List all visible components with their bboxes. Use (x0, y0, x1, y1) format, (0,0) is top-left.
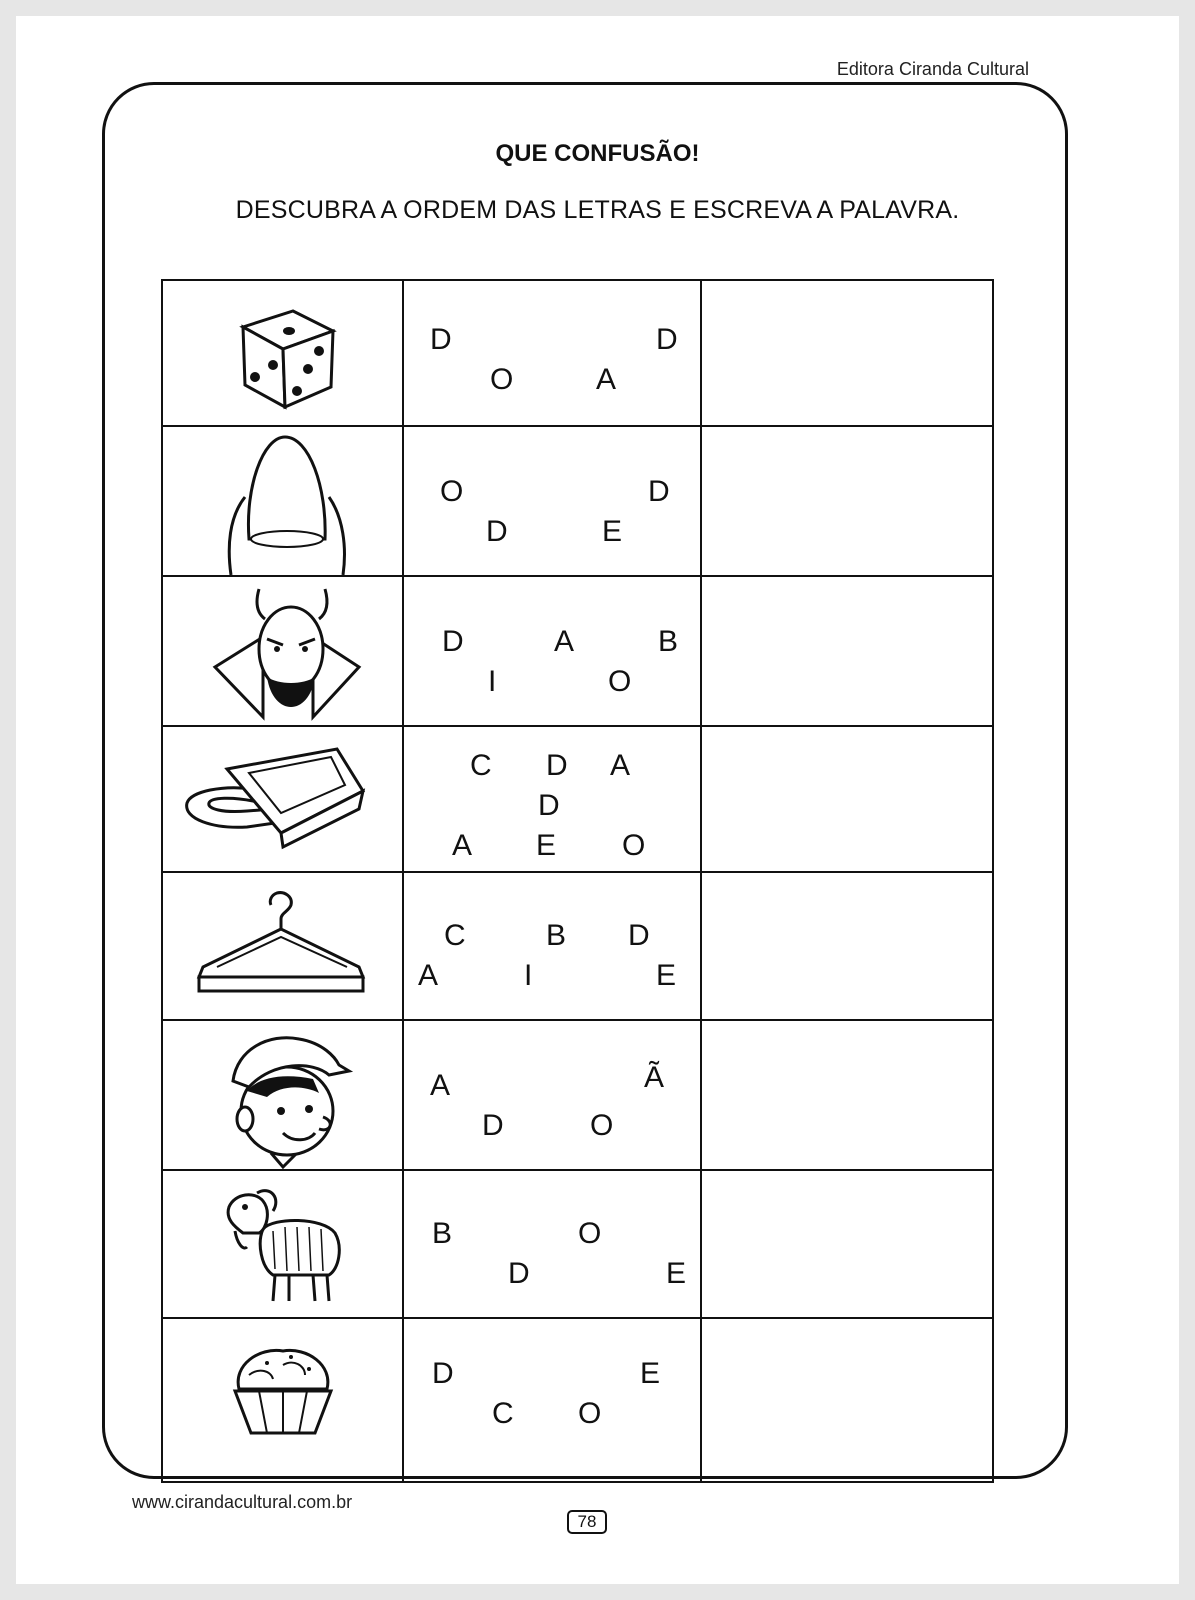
letter: O (490, 363, 514, 396)
letter: E (656, 959, 677, 992)
letter: E (536, 829, 557, 862)
answer-cell[interactable] (702, 1171, 992, 1317)
scrambled-letters-cell (404, 1171, 702, 1317)
letter: O (440, 475, 464, 508)
scrambled-letters-cell (404, 281, 702, 425)
letter: E (666, 1257, 687, 1290)
letter: D (508, 1257, 530, 1290)
letter: O (590, 1109, 614, 1142)
picture-cell (163, 727, 404, 871)
table-row (163, 727, 992, 873)
padlock-icon (163, 727, 404, 871)
picture-cell (163, 1171, 404, 1317)
finger-icon (163, 427, 404, 575)
page-title: QUE CONFUSÃO! (495, 140, 700, 167)
table-row (163, 1021, 992, 1171)
letter: D (546, 749, 568, 782)
cupcake-icon (163, 1319, 404, 1479)
letter: O (608, 665, 632, 698)
letter: D (648, 475, 670, 508)
table-row (163, 281, 992, 427)
letter: E (602, 515, 623, 548)
letter: A (596, 363, 617, 396)
picture-cell (163, 1021, 404, 1169)
letter: A (430, 1069, 451, 1102)
letter: O (578, 1217, 602, 1250)
letter: B (658, 625, 679, 658)
picture-cell (163, 1319, 404, 1481)
answer-cell[interactable] (702, 281, 992, 425)
picture-cell (163, 427, 404, 575)
devil-icon (163, 577, 404, 725)
scrambled-letters-cell (404, 1319, 702, 1481)
picture-cell (163, 281, 404, 425)
table-row (163, 1171, 992, 1319)
instruction-text: DESCUBRA A ORDEM DAS LETRAS E ESCREVA A PALAVRA. (235, 196, 960, 224)
answer-cell[interactable] (702, 873, 992, 1019)
table-row (163, 577, 992, 727)
letter: D (442, 625, 464, 658)
picture-cell (163, 577, 404, 725)
letter: D (538, 789, 560, 822)
letter: D (482, 1109, 504, 1142)
goat-icon (163, 1171, 404, 1317)
answer-cell[interactable] (702, 727, 992, 871)
answer-cell[interactable] (702, 1021, 992, 1169)
letter: A (610, 749, 631, 782)
letter: E (640, 1357, 661, 1390)
footer-url: www.cirandacultural.com.br (132, 1492, 353, 1512)
letter: D (486, 515, 508, 548)
page-number: 78 (567, 1510, 607, 1534)
letter: C (470, 749, 492, 782)
letter: C (492, 1397, 514, 1430)
scrambled-letters-cell (404, 727, 702, 871)
dice-icon (163, 281, 404, 425)
letter: O (578, 1397, 602, 1430)
answer-cell[interactable] (702, 427, 992, 575)
answer-cell[interactable] (702, 577, 992, 725)
letter: Ã (644, 1061, 665, 1094)
boy-icon (163, 1021, 404, 1169)
scrambled-letters-cell (404, 577, 702, 725)
letter: A (418, 959, 439, 992)
letter: I (524, 959, 533, 992)
scrambled-letters-cell (404, 427, 702, 575)
answer-cell[interactable] (702, 1319, 992, 1481)
table-row (163, 1319, 992, 1481)
letter: D (432, 1357, 454, 1390)
scrambled-letters-cell (404, 1021, 702, 1169)
letter: D (628, 919, 650, 952)
table-row (163, 427, 992, 577)
table-row (163, 873, 992, 1021)
letter: O (622, 829, 646, 862)
letter: C (444, 919, 466, 952)
letter: D (430, 323, 452, 356)
hanger-icon (163, 873, 404, 1019)
letter: A (452, 829, 473, 862)
letter: I (488, 665, 497, 698)
letter: B (546, 919, 567, 952)
picture-cell (163, 873, 404, 1019)
publisher-label: Editora Ciranda Cultural (836, 59, 1029, 79)
worksheet-page (16, 16, 1179, 1584)
letter: A (554, 625, 575, 658)
letter: D (656, 323, 678, 356)
word-scramble-table (161, 279, 994, 1483)
scrambled-letters-cell (404, 873, 702, 1019)
letter: B (432, 1217, 453, 1250)
